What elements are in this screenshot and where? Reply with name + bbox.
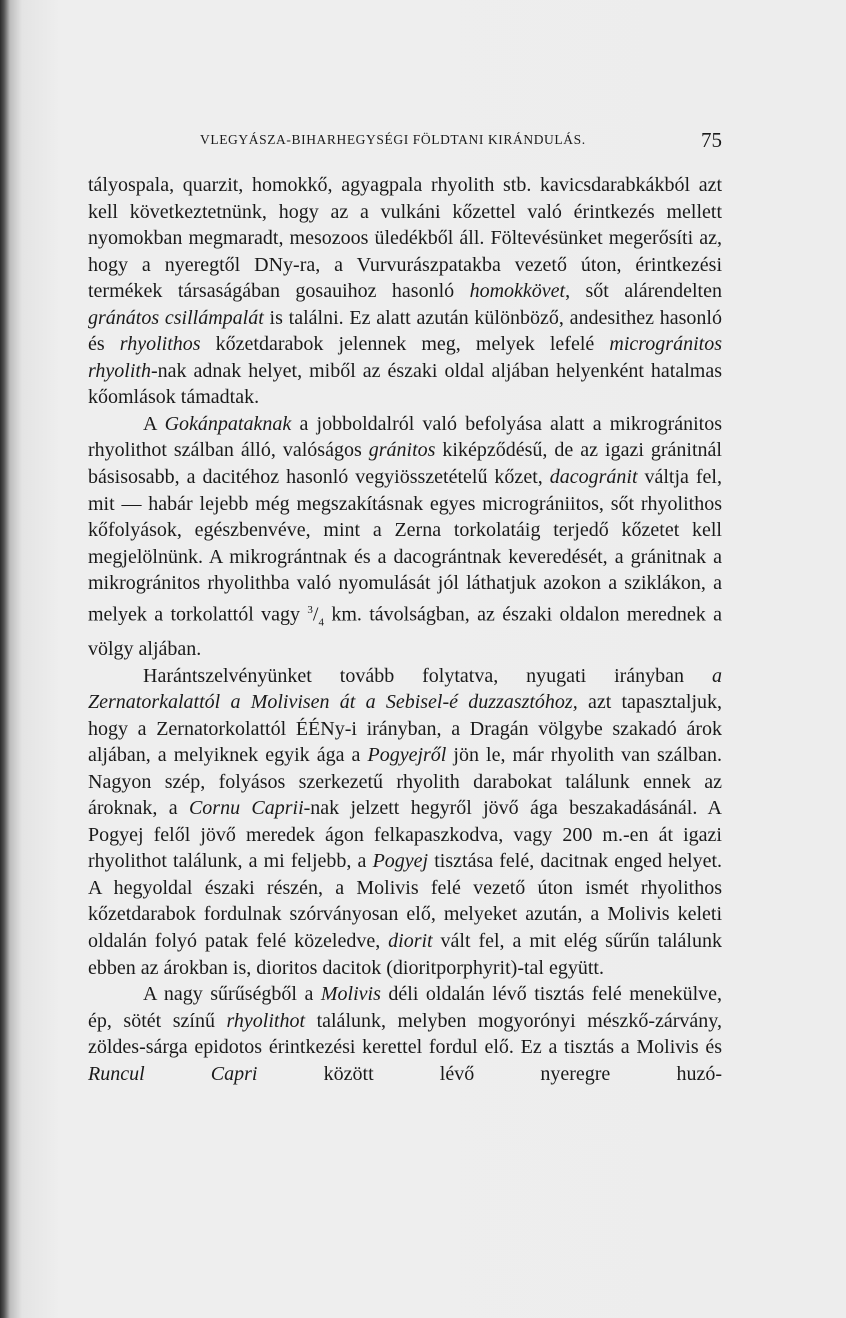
text-segment: tályospala, quarzit, homokkő, agyagpala rhyolith stb. kavicsdarabkákból azt kell következtetnünk, hogy az a vulkáni kőzettel való érintkezés mellett nyomokban megmaradt, mesozoos üledékből áll. Föltevésünket megerősíti az, hogy a nyeregtől DNy-ra, a Vurvurászpatakba vezető úton, érintkezési termékek társaságában gosauihoz hasonló: [88, 174, 722, 303]
italic-term: rhyolithos: [119, 333, 201, 356]
italic-term: a Zernatorkalattól a Molivisen át a Sebisel-é duzzasztóhoz,: [88, 664, 722, 714]
text-segment: 3: [307, 603, 313, 616]
text-segment: -nak jelzett hegyről jövő ága beszakadásánál. A Pogyej felől jövő meredek ágon felkapaszkodva, vagy 200 m.-en át igazi rhyolithot találunk, a mi feljebb, a: [88, 797, 722, 873]
text-segment: , sőt alárendelten: [565, 280, 722, 303]
italic-term: Gokánpataknak: [164, 412, 292, 435]
italic-term: homokkövet: [469, 280, 566, 303]
italic-term: diorit: [388, 929, 433, 952]
text-segment: A: [143, 412, 165, 435]
italic-term: dacogránit: [549, 466, 638, 489]
page-number: 75: [701, 128, 722, 152]
paragraph: [88, 172, 722, 411]
text-segment: vált fel, a mit elég sűrűn találunk ebben az árokban is, dioritos dacitok (dioritporphyrit)-tal együtt.: [88, 929, 722, 979]
italic-term: Pogyejről: [367, 744, 447, 767]
italic-term: microgránitos rhyolith: [88, 333, 722, 382]
page-header: [192, 130, 720, 154]
text-segment: 4: [318, 616, 324, 629]
text-segment: Harántszelvényünket tovább folytatva, nyugati irányban: [143, 664, 712, 687]
text-segment: váltja fel, mit — habár lejebb még megszakításnak egyes micrográniitos, sőt rhyolithos kőfolyások, egészbenvéve, mint a Zerna torkolatáig terjedő kőzetet kell megjelölnünk. A mikrográntnak és a dacográntnak keveredését, a gránitnak a mikrogránitos rhyolithba való nyomulását jól láthatjuk azokon a sziklákon, a melyek a torkolattól vagy: [88, 466, 722, 626]
text-segment: déli oldalán lévő tisztás felé menekülve, ép, sötét színű: [88, 983, 722, 1032]
text-segment: km. távolságban, az északi oldalon merednek a völgy aljában.: [88, 603, 722, 660]
text-segment: jön le, már rhyolith van szálban. Nagyon szép, folyásos szerkezetű rhyolith darabokat találunk ennek az ároknak, a: [88, 744, 722, 820]
text-segment: tisztása felé, dacitnak enged helyet. A hegyoldal északi részén, a Molivis felé vezető úton ismét rhyolithos kőzetdarabok fordulnak szórványosan elő, melyeket azután, a Molivis keleti oldalán folyó patak felé közeledve,: [88, 850, 722, 952]
text-segment: a jobboldalról való befolyása alatt a mikrogránitos rhyolithot szálban álló, valóságos: [88, 412, 723, 462]
italic-term: Molivis: [320, 983, 381, 1006]
text-segment: A nagy sűrűségből a: [143, 983, 321, 1006]
italic-term: Pogyej: [372, 850, 429, 873]
italic-term: rhyolithot: [226, 1009, 306, 1032]
text-segment: azt tapasztaljuk, hogy a Zernatorkolattól ÉÉNy-i irányban, a Dragán völgybe szakadó árok aljában, a melyiknek egyik ága a: [88, 691, 723, 767]
italic-term: Runcul Capri: [88, 1062, 258, 1085]
text-segment: /: [312, 603, 319, 626]
running-title: VLEGYÁSZA-BIHARHEGYSÉGI FÖLDTANI KIRÁNDULÁS.: [200, 132, 586, 147]
italic-term: Cornu Caprii: [188, 797, 304, 820]
text-segment: is találni. Ez alatt azután különböző, andesithez hasonló és: [88, 306, 722, 356]
text-segment: kiképződésű, de az igazi gránitnál básisosabb, a dacitéhoz hasonló vegyiösszetételű kőzet,: [88, 439, 722, 489]
paragraph: [88, 663, 722, 982]
text-segment: között lévő nyeregre huzó-: [257, 1062, 722, 1085]
italic-term: gránátos csillámpalát: [88, 306, 264, 329]
italic-term: gránitos: [368, 439, 436, 462]
text-segment: találunk, melyben mogyorónyi mészkő-zárvány, zöldes-sárga epidotos érintkezési kerettel fordul elő. Ez a tisztás a Molivis és: [88, 1009, 723, 1059]
body-text: [88, 172, 722, 1087]
text-segment: kőzetdarabok jelennek meg, melyek lefelé: [200, 333, 610, 356]
text-segment: -nak adnak helyet, miből az északi oldal aljában helyenként hatalmas kőomlások támadtak.: [88, 359, 722, 409]
paragraph: [88, 981, 722, 1087]
paragraph: [88, 411, 722, 663]
